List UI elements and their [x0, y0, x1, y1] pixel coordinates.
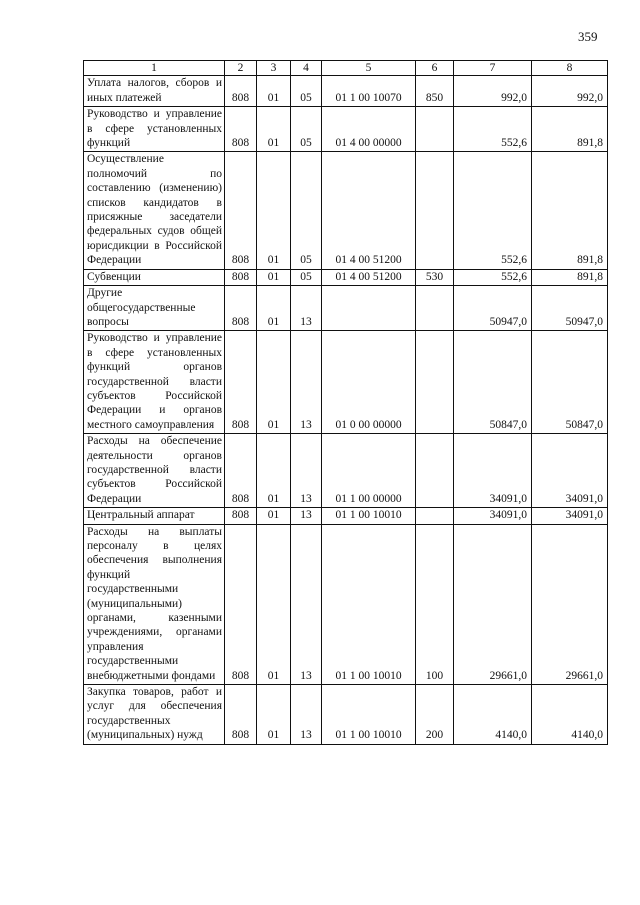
row-name: Осуществление полномочий по составлению (изменению) списков кандидатов в присяжные заседатели федеральных судов общей юрисдикции в Российской Федерации [84, 152, 225, 269]
col-header-1: 1 [84, 61, 225, 76]
row-target-code [322, 286, 416, 331]
table-row [84, 107, 608, 152]
table-row [84, 685, 608, 745]
row-subsection: 13 [291, 524, 322, 684]
row-subsection: 05 [291, 76, 322, 107]
row-org: 808 [225, 331, 257, 434]
row-expense-kind [416, 286, 454, 331]
row-target-code: 01 1 00 10010 [322, 685, 416, 745]
row-section: 01 [257, 269, 291, 285]
row-section: 01 [257, 107, 291, 152]
row-amount-1: 552,6 [454, 152, 532, 269]
row-amount-2: 29661,0 [532, 524, 608, 684]
row-amount-1: 50847,0 [454, 331, 532, 434]
table-row [84, 331, 608, 434]
row-expense-kind: 530 [416, 269, 454, 285]
row-name: Расходы на обеспечение деятельности органов государственной власти субъектов Российской Федерации [84, 434, 225, 508]
row-expense-kind: 100 [416, 524, 454, 684]
row-name: Расходы на выплаты персоналу в целях обеспечения выполнения функций государственными (муниципальными) органами, казенными учреждениями, органами управления государственными внебюджетными фондами [84, 524, 225, 684]
header-row [84, 61, 608, 76]
row-expense-kind [416, 508, 454, 524]
row-section: 01 [257, 524, 291, 684]
row-org: 808 [225, 286, 257, 331]
row-amount-2: 34091,0 [532, 508, 608, 524]
row-target-code: 01 1 00 10010 [322, 508, 416, 524]
row-amount-1: 50947,0 [454, 286, 532, 331]
table-row [84, 524, 608, 684]
row-org: 808 [225, 524, 257, 684]
page-number: 359 [578, 29, 598, 44]
col-header-4: 4 [291, 61, 322, 76]
row-section: 01 [257, 434, 291, 508]
row-subsection: 05 [291, 107, 322, 152]
table-row [84, 286, 608, 331]
row-target-code: 01 1 00 10070 [322, 76, 416, 107]
row-expense-kind: 200 [416, 685, 454, 745]
table-row [84, 508, 608, 524]
row-name: Руководство и управление в сфере установленных функций органов государственной власти субъектов Российской Федерации и органов местного самоуправления [84, 331, 225, 434]
row-org: 808 [225, 107, 257, 152]
row-amount-1: 552,6 [454, 107, 532, 152]
table-row [84, 434, 608, 508]
row-target-code: 01 0 00 00000 [322, 331, 416, 434]
row-subsection: 13 [291, 434, 322, 508]
col-header-8: 8 [532, 61, 608, 76]
table-row [84, 76, 608, 107]
row-amount-2: 50947,0 [532, 286, 608, 331]
row-name: Уплата налогов, сборов и иных платежей [84, 76, 225, 107]
row-target-code: 01 4 00 51200 [322, 152, 416, 269]
row-section: 01 [257, 152, 291, 269]
row-section: 01 [257, 685, 291, 745]
row-amount-2: 992,0 [532, 76, 608, 107]
row-expense-kind [416, 107, 454, 152]
col-header-5: 5 [322, 61, 416, 76]
row-amount-2: 891,8 [532, 269, 608, 285]
row-section: 01 [257, 286, 291, 331]
row-subsection: 13 [291, 331, 322, 434]
row-target-code: 01 4 00 51200 [322, 269, 416, 285]
row-amount-1: 34091,0 [454, 508, 532, 524]
row-org: 808 [225, 152, 257, 269]
row-amount-1: 992,0 [454, 76, 532, 107]
col-header-6: 6 [416, 61, 454, 76]
col-header-3: 3 [257, 61, 291, 76]
row-org: 808 [225, 269, 257, 285]
row-subsection: 13 [291, 685, 322, 745]
row-name: Закупка товаров, работ и услуг для обеспечения государственных (муниципальных) нужд [84, 685, 225, 745]
row-amount-2: 4140,0 [532, 685, 608, 745]
row-org: 808 [225, 685, 257, 745]
row-name: Руководство и управление в сфере установленных функций [84, 107, 225, 152]
row-amount-1: 29661,0 [454, 524, 532, 684]
row-name: Субвенции [84, 269, 225, 285]
row-amount-2: 891,8 [532, 152, 608, 269]
row-target-code: 01 1 00 00000 [322, 434, 416, 508]
row-expense-kind [416, 152, 454, 269]
row-target-code: 01 4 00 00000 [322, 107, 416, 152]
row-amount-1: 34091,0 [454, 434, 532, 508]
row-amount-2: 891,8 [532, 107, 608, 152]
row-amount-1: 4140,0 [454, 685, 532, 745]
row-subsection: 05 [291, 152, 322, 269]
col-header-7: 7 [454, 61, 532, 76]
row-section: 01 [257, 331, 291, 434]
row-section: 01 [257, 508, 291, 524]
row-amount-2: 34091,0 [532, 434, 608, 508]
row-expense-kind [416, 434, 454, 508]
row-amount-2: 50847,0 [532, 331, 608, 434]
row-name: Другие общегосударственные вопросы [84, 286, 225, 331]
table-row [84, 152, 608, 269]
col-header-2: 2 [225, 61, 257, 76]
row-name: Центральный аппарат [84, 508, 225, 524]
row-org: 808 [225, 76, 257, 107]
row-subsection: 05 [291, 269, 322, 285]
row-amount-1: 552,6 [454, 269, 532, 285]
table-row [84, 269, 608, 285]
row-org: 808 [225, 434, 257, 508]
row-subsection: 13 [291, 286, 322, 331]
budget-table [83, 60, 608, 745]
row-expense-kind: 850 [416, 76, 454, 107]
row-subsection: 13 [291, 508, 322, 524]
row-target-code: 01 1 00 10010 [322, 524, 416, 684]
row-section: 01 [257, 76, 291, 107]
row-expense-kind [416, 331, 454, 434]
row-org: 808 [225, 508, 257, 524]
